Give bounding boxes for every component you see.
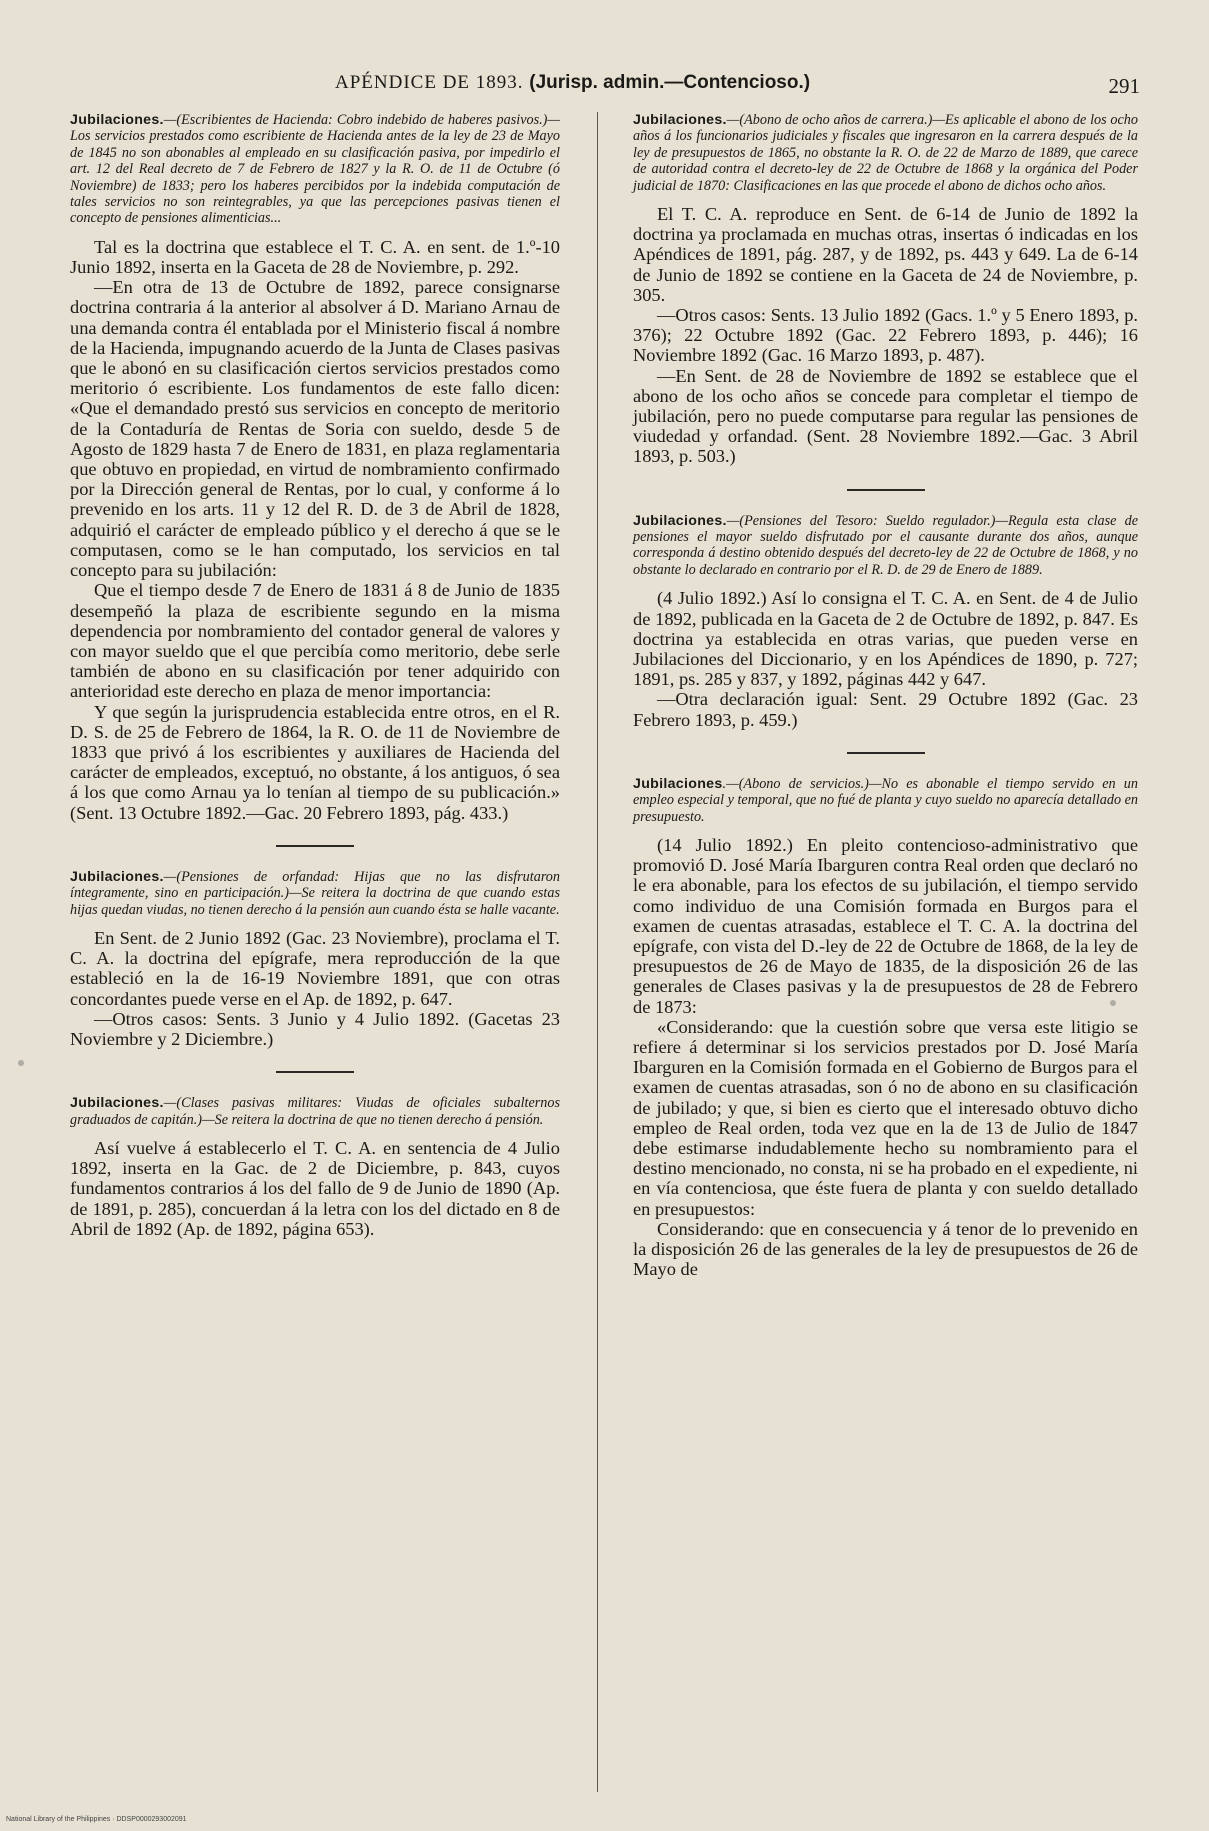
body-paragraph: El T. C. A. reproduce en Sent. de 6-14 de Junio de 1892 la doctrina ya proclamada en muchas otras, insertas ó indicadas en los Apéndices de 1891, pág. 287, y de 1892, ps. 443 y 649. La de 6-14 de Junio de 1892 se contiene en la Gaceta de 24 de Noviembre, p. 305. xyxy=(633,204,1138,305)
entry-summary xyxy=(633,776,1138,825)
entry-heading: Jubilaciones. xyxy=(70,868,164,885)
body-paragraph: —En Sent. de 28 de Noviembre de 1892 se establece que el abono de los ocho años se concede para completar el tiempo de jubilación, pero no puede computarse para regular las pensiones de viudedad y orfandad. (Sent. 28 Noviembre 1892.—Gac. 3 Abril 1893, p. 503.) xyxy=(633,365,1138,467)
body-paragraph: Considerando: que en consecuencia y á tenor de lo prevenido en la disposición 26 de las generales de la ley de presupuestos de 26 de Mayo de xyxy=(633,1218,1138,1280)
body-paragraph: En Sent. de 2 Junio 1892 (Gac. 23 Noviembre), proclama el T. C. A. la doctrina del epígrafe, mera reproducción de la que estableció en la de 16-19 Noviembre 1891, que con otras concordantes puede verse en el Ap. de 1892, p. 647. xyxy=(70,927,560,1009)
entry-summary-text: .—(Abono de servicios.)—No es abonable el tiempo servido en un empleo especial y temporal, que no fué de planta y cuyo sueldo no aparecía detallado en presupuesto. xyxy=(633,775,1138,825)
entry-summary-text: —(Escribientes de Hacienda: Cobro indebido de haberes pasivos.)—Los servicios prestados como escribiente de Hacienda antes de la ley de 23 de Mayo de 1845 no son abonables al empleado en su clasificación pasiva, por impedirlo el art. 12 del Real decreto de 7 de Febrero de 1827 y la R. O. de 11 de Octubre (ó Noviembre) de 1833; pero los haberes percibidos por la indebida computación de tales servicios no son reintegrables, ya que las percepciones pasivas tienen el concepto de pensiones alimenticias... xyxy=(70,112,560,227)
entry-summary-text: —(Abono de ocho años de carrera.)—Es aplicable el abono de los ocho años á los funcionarios judiciales y fiscales que ingresaron en la carrera después de la ley de presupuestos de 1865, no obstante la R. O. de 22 de Marzo de 1889, que carece de autoridad contra el decreto-ley de 22 de Octubre de 1868 y la orgánica del Poder judicial de 1870: Clasificaciones en las que procede el abono de dichos ocho años. xyxy=(633,112,1138,194)
entry-summary-text: —(Pensiones del Tesoro: Sueldo regulador.)—Regula esta clase de pensiones el mayor sueldo disfrutado por el causante durante dos años, aunque corresponda á destino obtenido después del decreto-ley de 22 de Octubre de 1868, y no obstante lo declarado en contrario por el R. D. de 29 de Enero de 1889. xyxy=(633,512,1138,578)
entry-summary xyxy=(633,112,1138,194)
paper-speck xyxy=(18,1060,24,1066)
body-paragraph: —En otra de 13 de Octubre de 1892, parece consignarse doctrina contraria á la anterior al absolver á D. Mariano Arnau de una demanda contra él entablada por el Ministerio fiscal á nombre de la Hacienda, impugnando acuerdo de la Junta de Clases pasivas que le abonó en su clasificación ciertos servicios prestados como meritorio ó escribiente. Los fundamentos de este fallo dicen: «Que el demandado prestó sus servicios en concepto de meritorio de la Contaduría de Rentas de Soria con sueldo, desde 5 de Agosto de 1829 hasta 7 de Enero de 1831, en plaza reglamentaria que obtuvo en propiedad, en virtud de nombramiento confirmado por la Dirección general de Rentas, por lo cual, y conforme á lo prevenido en los arts. 11 y 12 del R. D. de 3 de Abril de 1828, adquirió el carácter de empleado público y el derecho á que se le computasen, como se le han computado, los servicios en tal concepto para su jubilación: xyxy=(70,277,560,581)
running-head xyxy=(335,72,810,94)
body-paragraph: —Otra declaración igual: Sent. 29 Octubre 1892 (Gac. 23 Febrero 1893, p. 459.) xyxy=(633,689,1138,730)
section-separator xyxy=(276,1071,354,1073)
paper-speck xyxy=(1110,1000,1116,1006)
library-footer: National Library of the Philippines · DDSP0000293002091 xyxy=(6,1816,187,1823)
right-column xyxy=(633,112,1138,1279)
page-number: 291 xyxy=(1108,74,1140,98)
running-head-section: (Jurisp. admin.—Contencioso.) xyxy=(529,72,811,93)
section-separator xyxy=(847,489,925,491)
entry-heading: Jubilaciones. xyxy=(633,512,727,529)
body-paragraph: —Otros casos: Sents. 3 Junio y 4 Julio 1892. (Gacetas 23 Noviembre y 2 Diciembre.) xyxy=(70,1008,560,1049)
column-divider xyxy=(597,112,598,1792)
body-paragraph: Y que según la jurisprudencia establecida entre otros, en el R. D. S. de 25 de Febrero de 1864, la R. O. de 11 de Noviembre de 1833 que privó á los escribientes y auxiliares de Hacienda del carácter de empleados, exceptuó, no obstante, á los antiguos, ó sea á los que como Arnau ya lo tenían al tiempo de su publicación.» (Sent. 13 Octubre 1892.—Gac. 20 Febrero 1893, pág. 433.) xyxy=(70,701,560,823)
body-paragraph: Tal es la doctrina que establece el T. C. A. en sent. de 1.º-10 Junio 1892, inserta en la Gaceta de 28 de Noviembre, p. 292. xyxy=(70,236,560,278)
entry-heading: Jubilaciones. xyxy=(70,112,164,128)
page-header xyxy=(70,72,1140,106)
section-separator xyxy=(847,752,925,754)
body-paragraph: Que el tiempo desde 7 de Enero de 1831 á 8 de Junio de 1835 desempeñó la plaza de escribiente segundo en la misma dependencia por nombramiento del contador general de valores y con mayor sueldo que el que percibía como meritorio, debe serle también de abono en su clasificación por tener adquirido con anterioridad este derecho en plaza de menor importancia: xyxy=(70,580,560,702)
section-separator xyxy=(276,845,354,847)
entry-heading: Jubilaciones. xyxy=(633,112,727,128)
body-paragraph: (4 Julio 1892.) Así lo consigna el T. C. A. en Sent. de 4 de Julio de 1892, publicada en la Gaceta de 2 de Octubre de 1892, p. 847. Es doctrina ya establecida en otras varias, que pueden verse en Jubilaciones del Diccionario, y en los Apéndices de 1890, p. 727; 1891, ps. 285 y 837, y 1892, páginas 442 y 647. xyxy=(633,588,1138,690)
running-head-title: APÉNDICE DE 1893. xyxy=(335,72,524,93)
entry-summary xyxy=(70,1095,560,1128)
entry-summary-text: —(Pensiones de orfandad: Hijas que no las disfrutaron íntegramente, sino en participación.)—Se reitera la doctrina de que cuando estas hijas quedan viudas, no tienen derecho á la pensión aun cuando ésta se halle vacante. xyxy=(70,868,560,918)
entry-summary xyxy=(633,513,1138,579)
entry-summary xyxy=(70,869,560,918)
entry-heading: Jubilaciones. xyxy=(70,1095,164,1112)
body-paragraph: (14 Julio 1892.) En pleito contencioso-administrativo que promovió D. José María Ibarguren contra Real orden que declaró no le era abonable, para los efectos de su jubilación, el tiempo servido como individuo de una Comisión formada en Burgos para el examen de cuentas atrasadas, establece el T. C. A. la doctrina del epígrafe, con vista del D.-ley de 22 de Octubre de 1868, de la ley de presupuestos de 26 de Mayo de 1835, de la disposición 26 de las generales de Clases pasivas y la de presupuestos de 28 de Febrero de 1873: xyxy=(633,834,1138,1017)
entry-heading: Jubilaciones xyxy=(633,775,723,792)
entry-summary xyxy=(70,112,560,227)
body-paragraph: Así vuelve á establecerlo el T. C. A. en sentencia de 4 Julio 1892, inserta en la Gac. de 2 de Diciembre, p. 843, cuyos fundamentos contrarios á los del fallo de 9 de Junio de 1890 (Ap. de 1891, p. 285), concuerdan á la letra con los del dictado en 8 de Abril de 1892 (Ap. de 1892, página 653). xyxy=(70,1137,560,1239)
body-paragraph: —Otros casos: Sents. 13 Julio 1892 (Gacs. 1.º y 5 Enero 1893, p. 376); 22 Octubre 1892 (Gac. 22 Febrero 1893, p. 446); 16 Noviembre 1892 (Gac. 16 Marzo 1893, p. 487). xyxy=(633,305,1138,366)
left-column xyxy=(70,112,560,1239)
entry-summary-text: —(Clases pasivas militares: Viudas de oficiales subalternos graduados de capitán.)—Se reitera la doctrina de que no tienen derecho á pensión. xyxy=(70,1095,560,1128)
body-paragraph: «Considerando: que la cuestión sobre que versa este litigio se refiere á determinar si los servicios prestados por D. José María Ibarguren en la Comisión formada en el Gobierno de Burgos para el examen de cuentas atrasadas, son ó no de abono en su clasificación de jubilado; y que, si bien es cierto que el interesado obtuvo dicho empleo de Real orden, toda vez que en la de 13 de Julio de 1847 debe estimarse indudablemente hecho su nombramiento para el destino mencionado, no consta, ni se ha probado en el expediente, ni en vía contenciosa, que éste fuera de planta y con sueldo detallado en presupuestos: xyxy=(633,1016,1138,1219)
